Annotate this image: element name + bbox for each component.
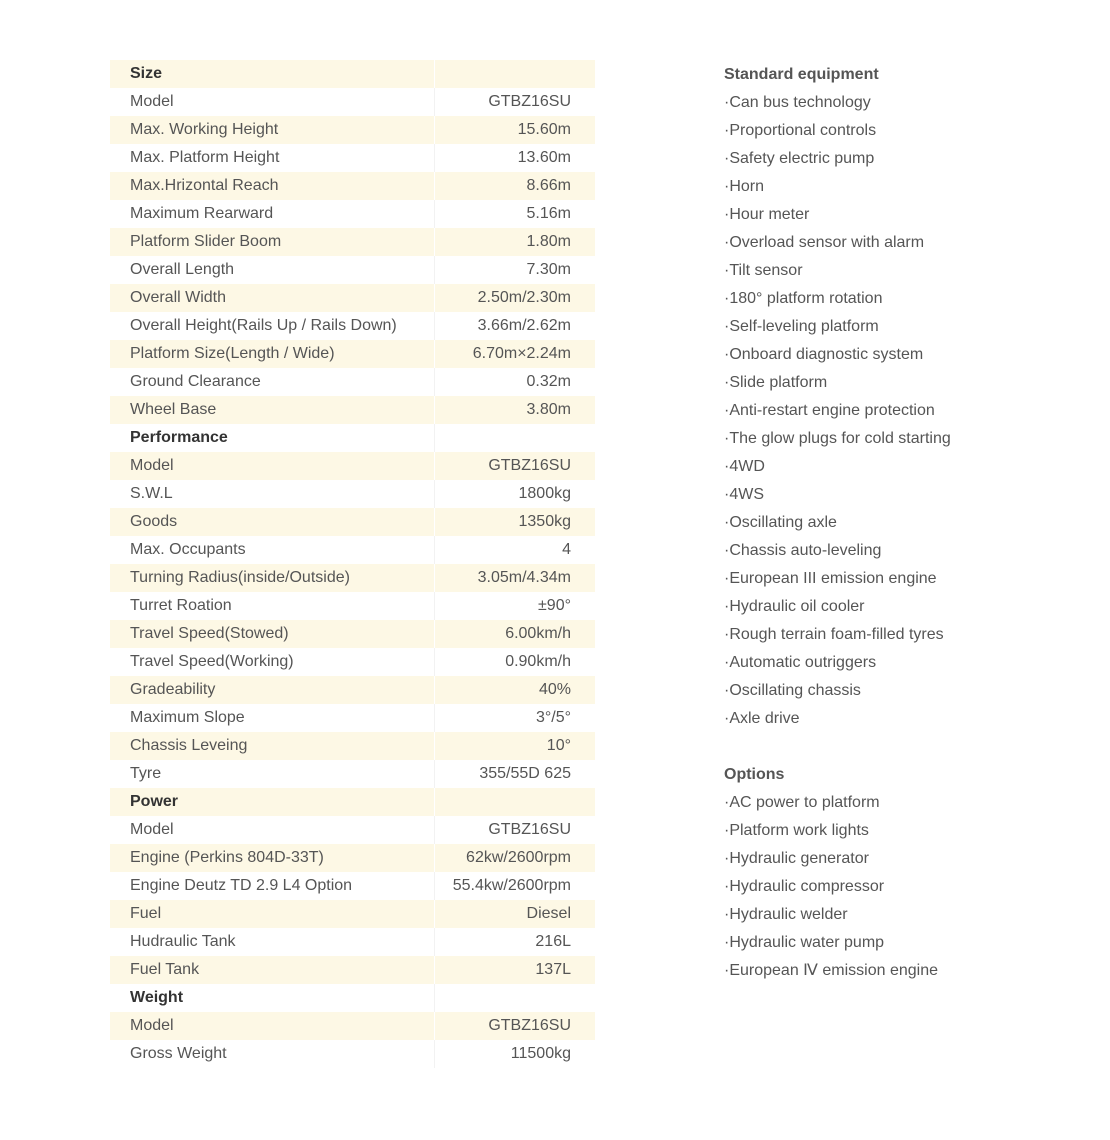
spec-value: 355/55D 625 xyxy=(435,760,596,788)
spec-value: 0.32m xyxy=(435,368,596,396)
spec-label: Gradeability xyxy=(110,676,435,704)
spec-label: Ground Clearance xyxy=(130,373,261,390)
spec-value: 3°/5° xyxy=(435,704,596,732)
spec-value: ±90° xyxy=(435,592,596,620)
spec-label: Maximum Slope xyxy=(130,709,245,726)
spec-section-title: Power xyxy=(110,788,435,816)
spec-row xyxy=(110,312,595,340)
spec-row xyxy=(110,928,595,956)
spec-label: Travel Speed(Working) xyxy=(130,653,294,670)
spec-row xyxy=(110,116,595,144)
spec-row xyxy=(110,564,595,592)
spec-value: 4 xyxy=(435,536,596,564)
list-item: ·Axle drive xyxy=(724,710,800,727)
spec-label: Engine Deutz TD 2.9 L4 Option xyxy=(130,877,353,894)
spec-value: GTBZ16SU xyxy=(435,1012,596,1040)
spec-label: Travel Speed(Stowed) xyxy=(110,620,435,648)
spec-row xyxy=(110,508,595,536)
spec-row xyxy=(110,592,595,620)
spec-value xyxy=(435,984,596,1012)
list-item: ·Hydraulic water pump xyxy=(724,934,885,951)
list-item: ·Overload sensor with alarm xyxy=(724,234,925,251)
spec-value: 2.50m/2.30m xyxy=(435,284,596,312)
spec-section-row xyxy=(110,60,595,88)
list-item: ·Oscillating chassis xyxy=(724,682,861,699)
options-list xyxy=(724,761,1094,985)
spec-row xyxy=(110,676,595,704)
list-item: ·AC power to platform xyxy=(724,794,880,811)
spec-label: Engine (Perkins 804D-33T) xyxy=(110,844,435,872)
spec-row xyxy=(110,480,595,508)
list-item: ·Anti-restart engine protection xyxy=(724,402,935,419)
spec-row xyxy=(110,1012,595,1040)
spec-value: 3.66m/2.62m xyxy=(435,312,596,340)
spec-value: 62kw/2600rpm xyxy=(435,844,596,872)
spec-row xyxy=(110,620,595,648)
spec-row xyxy=(110,760,595,788)
list-item: ·Proportional controls xyxy=(724,122,877,139)
spec-value: 55.4kw/2600rpm xyxy=(435,872,596,900)
spec-label: Max. Occupants xyxy=(130,541,246,558)
list-item: ·4WS xyxy=(724,486,764,503)
spec-section-title: Performance xyxy=(130,429,228,446)
spec-value: 3.05m/4.34m xyxy=(435,564,596,592)
spec-value: 13.60m xyxy=(435,144,596,172)
spec-section-row xyxy=(110,788,595,816)
spec-row xyxy=(110,256,595,284)
spec-value: 1800kg xyxy=(435,480,596,508)
spec-row xyxy=(110,704,595,732)
spec-row xyxy=(110,732,595,760)
spec-label: Model xyxy=(130,93,174,110)
spec-value: 7.30m xyxy=(435,256,596,284)
spec-value xyxy=(435,788,596,816)
options-items xyxy=(724,789,1094,985)
spec-value: 0.90km/h xyxy=(435,648,596,676)
spec-value: 40% xyxy=(435,676,596,704)
list-item: ·4WD xyxy=(724,458,765,475)
spec-label: Tyre xyxy=(130,765,162,782)
spec-row xyxy=(110,368,595,396)
spec-value xyxy=(435,60,596,88)
spec-label: Fuel Tank xyxy=(110,956,435,984)
list-item: ·Onboard diagnostic system xyxy=(724,346,924,363)
spec-row xyxy=(110,536,595,564)
spec-value: 137L xyxy=(435,956,596,984)
spec-label: Hudraulic Tank xyxy=(130,933,236,950)
list-item: ·Hydraulic oil cooler xyxy=(724,598,865,615)
spec-label: Fuel xyxy=(110,900,435,928)
list-item: ·180° platform rotation xyxy=(724,290,883,307)
list-item: ·Rough terrain foam-filled tyres xyxy=(724,626,944,643)
options-heading: Options xyxy=(724,766,785,783)
spec-row xyxy=(110,956,595,984)
spec-value: 1350kg xyxy=(435,508,596,536)
spec-value: 6.70m×2.24m xyxy=(435,340,596,368)
spec-label: S.W.L xyxy=(130,485,173,502)
spec-value: 15.60m xyxy=(435,116,596,144)
spec-label: Overall Height(Rails Up / Rails Down) xyxy=(130,317,397,334)
spec-value: 3.80m xyxy=(435,396,596,424)
list-item: ·Self-leveling platform xyxy=(724,318,879,335)
spec-section-title: Size xyxy=(110,60,435,88)
list-item: ·Oscillating axle xyxy=(724,514,837,531)
spec-label: Max. Working Height xyxy=(110,116,435,144)
list-item: ·Hour meter xyxy=(724,206,810,223)
spec-row xyxy=(110,396,595,424)
list-item: ·Hydraulic welder xyxy=(724,906,848,923)
spec-label: Model xyxy=(130,821,174,838)
list-item: ·European III emission engine xyxy=(724,570,937,587)
list-item: ·Horn xyxy=(724,178,765,195)
spec-row xyxy=(110,900,595,928)
spec-label: Model xyxy=(110,452,435,480)
spec-label: Turret Roation xyxy=(130,597,232,614)
list-item: ·Tilt sensor xyxy=(724,262,803,279)
spec-section-row xyxy=(110,424,595,452)
spec-row xyxy=(110,228,595,256)
spec-value: GTBZ16SU xyxy=(435,88,596,116)
list-item: ·The glow plugs for cold starting xyxy=(724,430,951,447)
list-item: ·European Ⅳ emission engine xyxy=(724,962,938,979)
spec-table-body xyxy=(110,60,595,1068)
list-item: ·Slide platform xyxy=(724,374,828,391)
spec-row xyxy=(110,144,595,172)
spec-value: GTBZ16SU xyxy=(435,452,596,480)
list-item: ·Automatic outriggers xyxy=(724,654,877,671)
spec-row xyxy=(110,172,595,200)
spec-value: 5.16m xyxy=(435,200,596,228)
spec-value: 1.80m xyxy=(435,228,596,256)
spec-label: Overall Width xyxy=(110,284,435,312)
spec-label: Maximum Rearward xyxy=(130,205,274,222)
spec-row xyxy=(110,88,595,116)
spec-label: Max. Platform Height xyxy=(130,149,280,166)
spec-section-row xyxy=(110,984,595,1012)
spec-label: Overall Length xyxy=(130,261,235,278)
spec-row xyxy=(110,844,595,872)
list-item: ·Chassis auto-leveling xyxy=(724,542,882,559)
spec-row xyxy=(110,340,595,368)
spec-label: Chassis Leveing xyxy=(110,732,435,760)
spec-label: Gross Weight xyxy=(130,1045,227,1062)
list-item: ·Platform work lights xyxy=(724,822,869,839)
list-item: ·Can bus technology xyxy=(724,94,871,111)
spec-row xyxy=(110,1040,595,1068)
spec-row xyxy=(110,284,595,312)
list-item: ·Hydraulic generator xyxy=(724,850,869,867)
spec-label: Turning Radius(inside/Outside) xyxy=(110,564,435,592)
standard-equipment-list xyxy=(724,61,1094,733)
spec-value: Diesel xyxy=(435,900,596,928)
spec-section-title: Weight xyxy=(130,989,184,1006)
spec-row xyxy=(110,872,595,900)
spec-label: Wheel Base xyxy=(110,396,435,424)
standard-equipment-heading: Standard equipment xyxy=(724,66,879,83)
standard-equipment-items xyxy=(724,89,1094,733)
spec-value xyxy=(435,424,596,452)
spec-value: 8.66m xyxy=(435,172,596,200)
spec-label: Platform Size(Length / Wide) xyxy=(110,340,435,368)
spec-label: Model xyxy=(110,1012,435,1040)
spec-label: Platform Slider Boom xyxy=(110,228,435,256)
spec-value: 216L xyxy=(435,928,596,956)
spec-value: GTBZ16SU xyxy=(435,816,596,844)
spec-table xyxy=(110,60,595,1068)
spec-row xyxy=(110,452,595,480)
spec-row xyxy=(110,816,595,844)
spec-value: 11500kg xyxy=(435,1040,596,1068)
spec-label: Goods xyxy=(110,508,435,536)
spec-label: Max.Hrizontal Reach xyxy=(110,172,435,200)
spec-row xyxy=(110,200,595,228)
spec-value: 6.00km/h xyxy=(435,620,596,648)
spec-value: 10° xyxy=(435,732,596,760)
list-item: ·Hydraulic compressor xyxy=(724,878,885,895)
list-item: ·Safety electric pump xyxy=(724,150,875,167)
spec-row xyxy=(110,648,595,676)
